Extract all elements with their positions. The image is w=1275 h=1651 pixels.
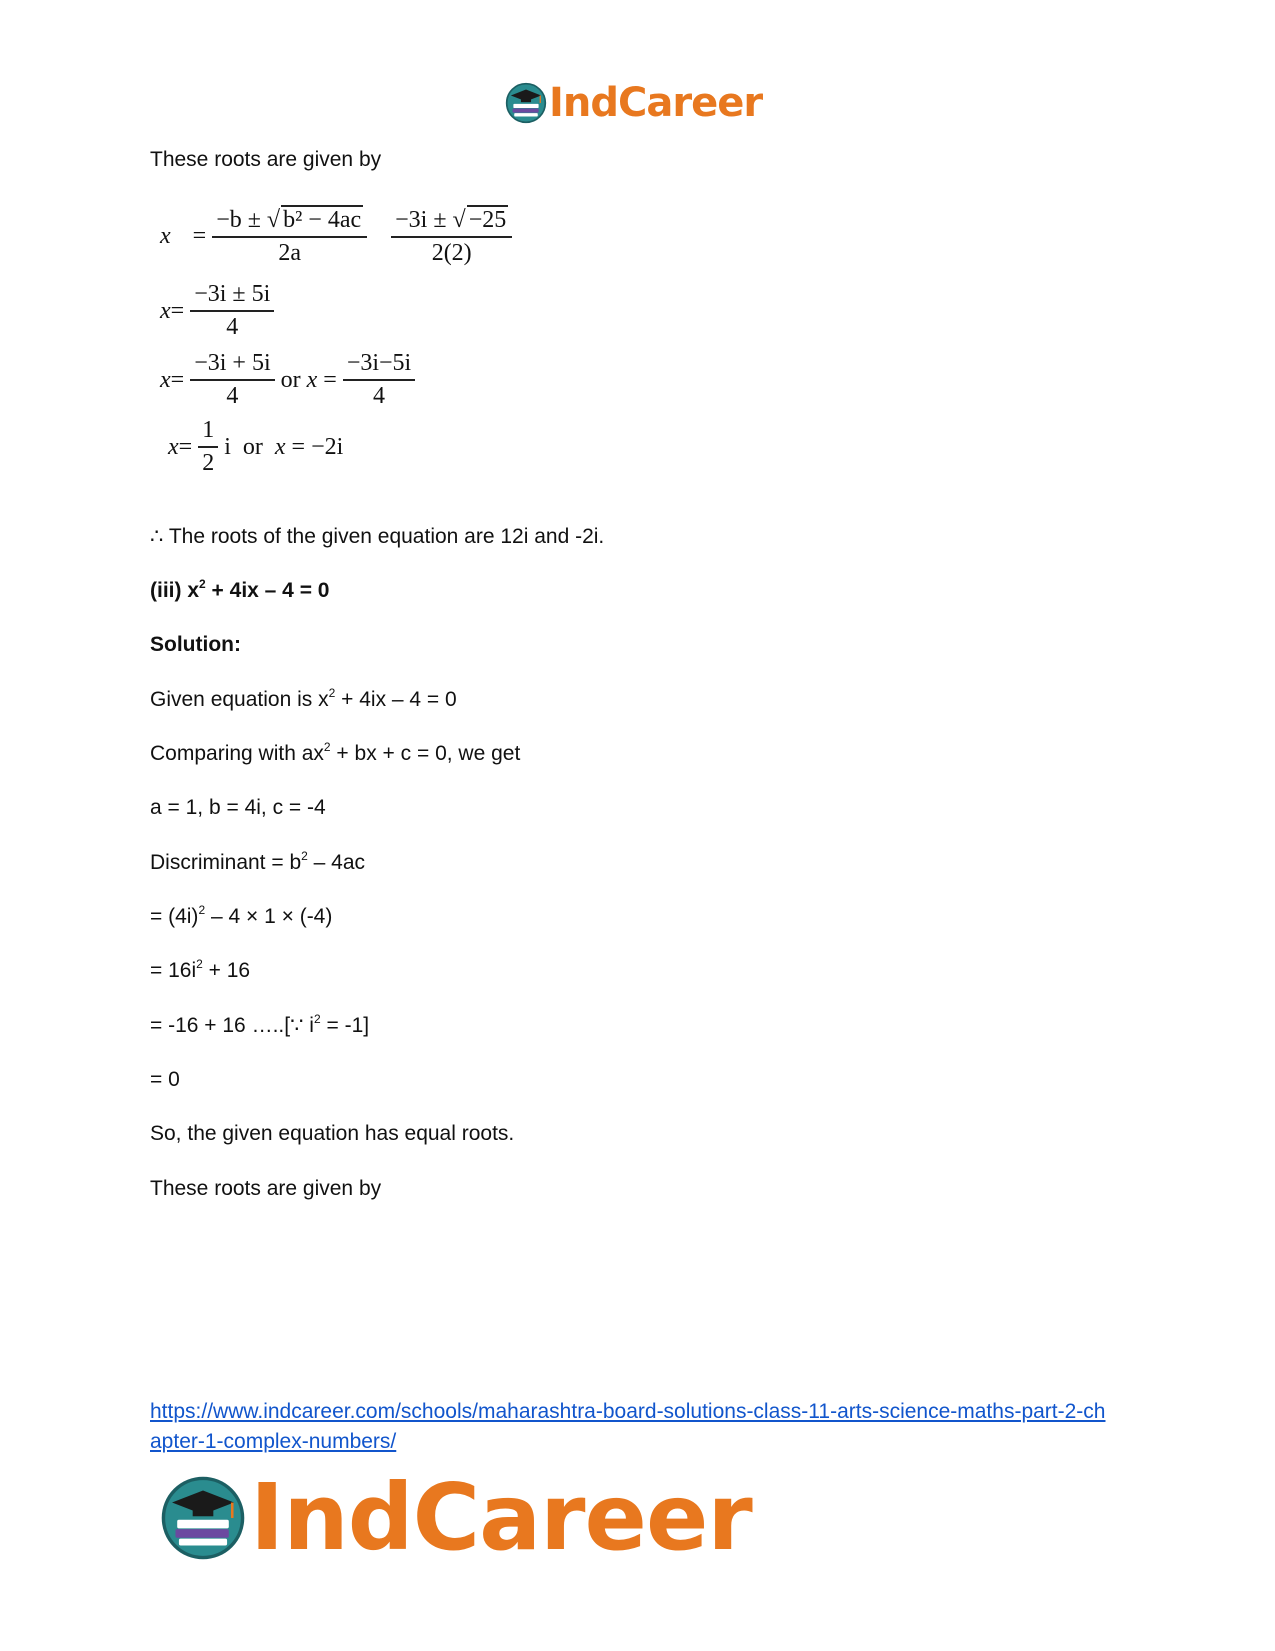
comparison-text: Comparing with $ax^2$ + bx + c = 0, we get	[150, 740, 521, 765]
source-link[interactable]: https://www.indcareer.com/schools/maharashtra-board-solutions-class-11-arts-science-maths-part-2-chapter-1-complex-numbers/	[150, 1400, 1106, 1453]
discriminant-step-1: = $(4i)^2 - 4 \times 1 \times (-4)$	[150, 903, 333, 928]
roots-given-by: These roots are given by	[150, 1177, 382, 1200]
solution-label: Solution:	[150, 633, 241, 656]
intro-text: These roots are given by	[150, 148, 382, 171]
formula-row-2: x = $\frac{-3i \pm 5i}{4}$	[160, 281, 280, 341]
discriminant-step-3: = -16 + 16 …..[∵ $i^2 = -1$]	[150, 1012, 370, 1037]
discriminant-definition: Discriminant = $b^2 - 4ac$	[150, 849, 366, 874]
graduation-book-icon	[160, 1475, 246, 1561]
coefficients: a = 1, b = 4i, c = -4	[150, 796, 326, 819]
logo-wordmark: IndCareer	[549, 80, 763, 126]
formula-fraction: $\frac{\text{−b ± √ b² − 4ac}}{2a}$	[212, 205, 367, 267]
source-link-block	[150, 1397, 1110, 1457]
formula-row-4: x = $\frac{1}{2}$ i or x = −2i	[168, 417, 344, 476]
discriminant-step-2: = $16i^2 + 16$	[150, 957, 251, 982]
roots-conclusion: ∴ The roots of the given equation are 12i and -2i.	[150, 525, 605, 548]
graduation-book-icon	[505, 82, 547, 124]
equal-roots-statement: So, the given equation has equal roots.	[150, 1122, 515, 1145]
question-iii: (iii) $x^2 + 4ix - 4 = 0$	[150, 577, 330, 602]
discriminant-result: = 0	[150, 1068, 180, 1091]
footer-logo	[160, 1464, 752, 1571]
formula-row-1: x = $\frac{\text{−b ± √ b² − 4ac}}{2a}$ $\frac{-3i \pm √ -25}{2(2)}$	[160, 205, 518, 267]
logo-wordmark: IndCareer	[250, 1464, 752, 1571]
given-equation: Given equation is $x^2 + 4ix - 4 = 0$	[150, 686, 457, 711]
formula-row-3: x = $\frac{-3i + 5i}{4}$ or x = $\frac{-3i-5i}{4}$	[160, 350, 421, 410]
header-logo	[505, 80, 762, 126]
substituted-fraction: $\frac{-3i \pm √ -25}{2(2)}$	[391, 205, 512, 267]
